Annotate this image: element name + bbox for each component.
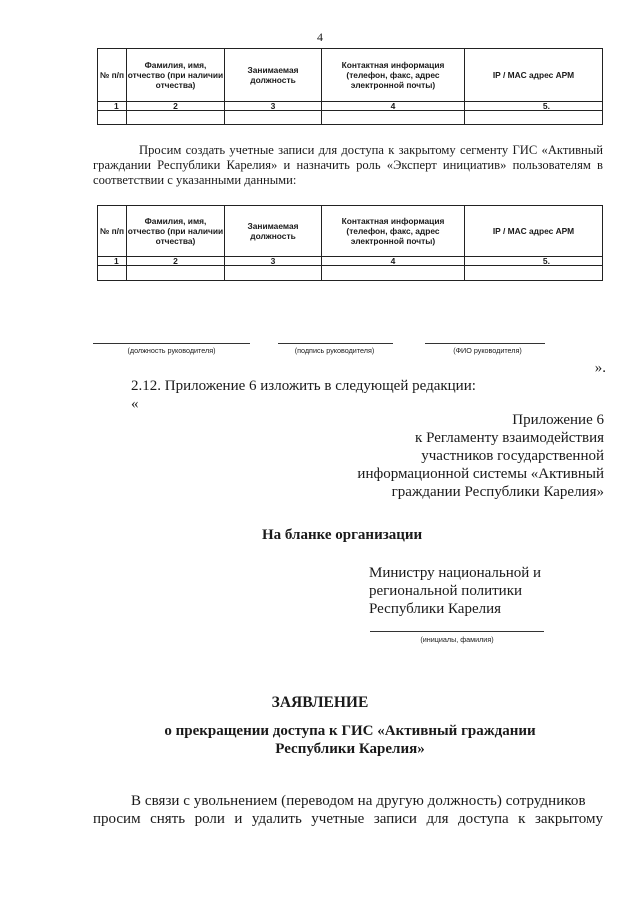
column-number-3: 3: [225, 102, 322, 111]
closing-quote: ».: [594, 360, 606, 376]
users-table-1: [97, 48, 603, 125]
column-number-2: 2: [127, 257, 225, 266]
header-number: № п/п: [98, 206, 127, 257]
header-position: Занимаемая должность: [225, 206, 322, 257]
header-ip-mac: IP / MAC адрес АРМ: [465, 49, 603, 102]
column-number-5: 5.: [465, 102, 603, 111]
appendix-line: участников государственной: [421, 448, 604, 464]
header-contacts: Контактная информация (телефон, факс, адрес электронной почты): [322, 49, 465, 102]
letterhead-note: На бланке организации: [262, 527, 423, 543]
signature-line-position: [93, 343, 250, 344]
appendix-line: Приложение 6: [512, 412, 604, 428]
addressee-line: региональной политики: [369, 583, 523, 599]
header-number: № п/п: [98, 49, 127, 102]
request-paragraph: Просим создать учетные записи для доступа к закрытому сегменту ГИС «Активный граждании Республики Карелия» и назначить роль «Эксперт инициатив» пользователям в соответствии с указанными данными:: [93, 143, 603, 187]
column-number-5: 5.: [465, 257, 603, 266]
signature-line-name: [425, 343, 545, 344]
header-position: Занимаемая должность: [225, 49, 322, 102]
table-row: [98, 111, 603, 125]
signature-label-name: (ФИО руководителя): [453, 346, 522, 355]
appendix-line: информационной системы «Активный: [357, 466, 604, 482]
appendix-header: [300, 411, 604, 501]
column-number-4: 4: [322, 257, 465, 266]
header-full-name: Фамилия, имя, отчество (при наличии отчества): [127, 49, 225, 102]
opening-quote: «: [131, 396, 139, 412]
appendix-line: к Регламенту взаимодействия: [415, 430, 604, 446]
addressee-line: Министру национальной и: [369, 565, 542, 581]
header-full-name: Фамилия, имя, отчество (при наличии отчества): [127, 206, 225, 257]
column-number-1: 1: [98, 257, 127, 266]
page-number: 4: [317, 30, 323, 44]
addressee-line: Республики Карелия: [369, 601, 502, 617]
column-number-3: 3: [225, 257, 322, 266]
column-number-4: 4: [322, 102, 465, 111]
addressee-block: [369, 564, 609, 618]
header-ip-mac: IP / MAC адрес АРМ: [465, 206, 603, 257]
section-line: 2.12. Приложение 6 изложить в следующей редакции:: [131, 378, 476, 394]
users-table-2: [97, 205, 603, 281]
column-number-2: 2: [127, 102, 225, 111]
addressee-signature-line: [370, 631, 544, 632]
table-row: [98, 266, 603, 281]
body-line-1: В связи с увольнением (переводом на другую должность) сотрудников: [131, 793, 586, 809]
signature-label-signature: (подпись руководителя): [294, 346, 375, 355]
signature-line-signature: [278, 343, 393, 344]
statement-title: ЗАЯВЛЕНИЕ: [271, 694, 369, 711]
statement-subtitle: о прекращении доступа к ГИС «Активный граждании Республики Карелия»: [164, 723, 536, 757]
addressee-signature-label: (инициалы, фамилия): [420, 635, 494, 644]
body-line-2: просим снять роли и удалить учетные записи для доступа к закрытому: [93, 811, 603, 827]
column-number-1: 1: [98, 102, 127, 111]
header-contacts: Контактная информация (телефон, факс, адрес электронной почты): [322, 206, 465, 257]
signature-label-position: (должность руководителя): [127, 346, 216, 355]
appendix-line: граждании Республики Карелия»: [391, 484, 604, 500]
